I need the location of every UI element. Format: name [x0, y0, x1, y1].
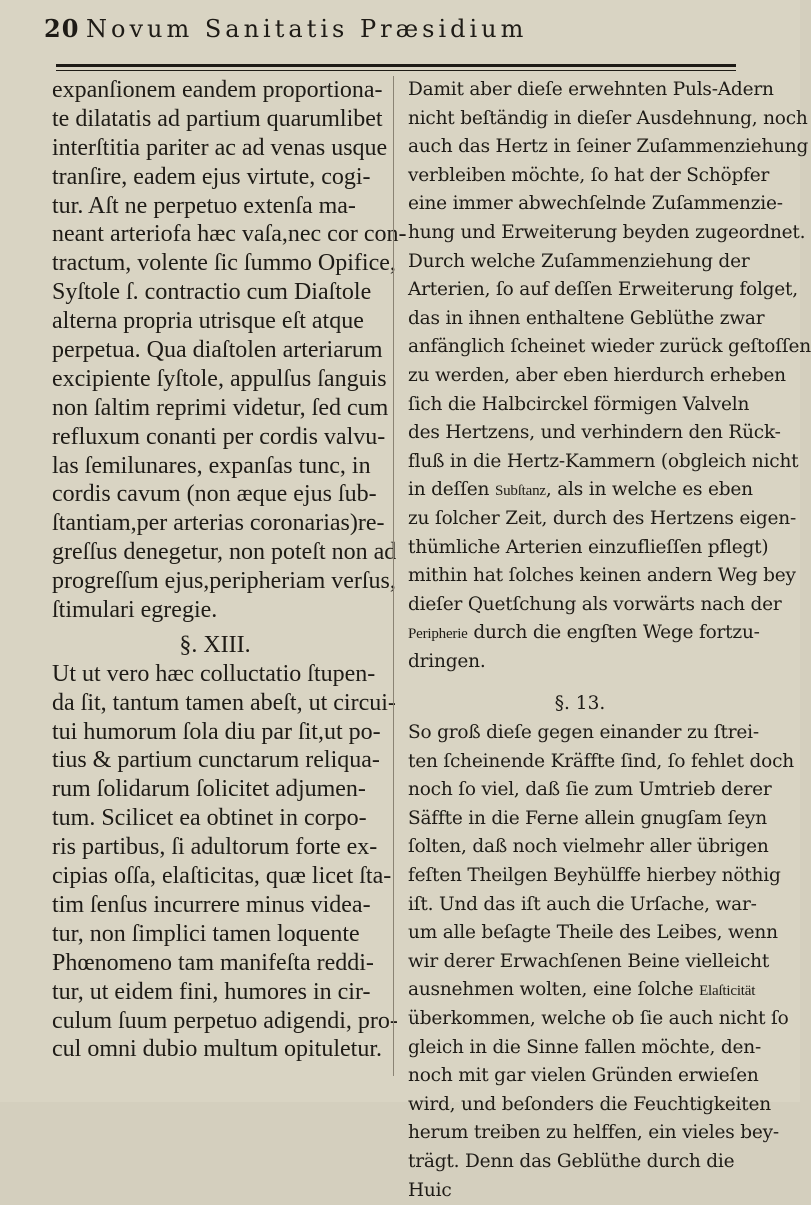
text-line: neant arteriofa hæc vaſa,nec cor con- — [52, 221, 407, 248]
text-line: ſolten, daß noch vielmehr aller übrigen — [408, 836, 769, 858]
text-line: perpetua. Qua diaſtolen arteriarum — [52, 337, 383, 364]
latin-term: Peripherie — [408, 626, 468, 643]
text-line: ten ſcheinende Kräffte ſind, ſo fehlet doch — [408, 750, 794, 772]
text-line: tur, non ſimplici tamen loquente — [52, 920, 360, 947]
german-paragraph-1 — [408, 76, 811, 676]
text-line: Peripherie durch die engſten Wege fortzu- — [408, 622, 760, 644]
text-line: um alle beſagte Theile des Leibes, wenn — [408, 922, 778, 944]
latin-paragraph-1 — [52, 76, 407, 625]
text-line: tur. Aſt ne perpetuo extenſa ma- — [52, 192, 356, 219]
text-line: progreſſum ejus,peripheriam verſus, — [52, 568, 396, 595]
text-line: ſich die Halbcirckel förmigen Valveln — [408, 393, 750, 415]
text-line: tum. Scilicet ea obtinet in corpo- — [52, 805, 367, 832]
text-line: tur, ut eidem fini, humores in cir- — [52, 978, 371, 1005]
text-line: Ut ut vero hæc colluctatio ſtupen- — [52, 660, 376, 687]
text-line: auch das Hertz in ſeiner Zuſammenziehung — [408, 136, 809, 158]
text-line: mithin hat ſolches keinen andern Weg bey — [408, 565, 796, 587]
text-line: Huic — [408, 1179, 452, 1201]
text-line: überkommen, welche ob ſie auch nicht ſo — [408, 1008, 789, 1029]
text-line: da ſit, tantum tamen abeſt, ut circui- — [52, 689, 396, 716]
text-line: gleich in die Sinne fallen möchte, den- — [408, 1036, 762, 1058]
text-line: noch ſo viel, daß ſie zum Umtrieb derer — [408, 779, 772, 801]
text-line: Damit aber dieſe erwehnten Puls-Adern — [408, 79, 774, 100]
text-line: tim ſenſus incurrere minus videa- — [52, 891, 371, 918]
text-line: thümliche Arterien einzuflieſſen pflegt) — [408, 536, 769, 558]
text-line: te dilatatis ad partium quarumlibet — [52, 105, 383, 132]
text-line: cordis cavum (non æque ejus ſub- — [52, 481, 377, 508]
text-line: feſten Theilgen Beyhülffe hierbey nöthig — [408, 865, 781, 887]
text-line: verbleiben möchte, ſo hat der Schöpfer — [408, 164, 770, 186]
text-line: tractum, volente ſic ſummo Opifice, — [52, 250, 396, 277]
text-line: in deſſen Subſtanz, als in welche es eben — [408, 479, 753, 501]
latin-paragraph-2 — [52, 660, 398, 1064]
page-number: 20 — [44, 14, 80, 43]
text-line: herum treiben zu helffen, ein vieles bey- — [408, 1122, 779, 1144]
text-line: anfänglich ſcheinet wieder zurück geſtoſſen — [408, 336, 811, 358]
header-rule-thick — [56, 64, 736, 67]
header-rule-thin — [56, 70, 736, 71]
running-head — [44, 10, 744, 60]
text-line: Syſtole ſ. contractio cum Diaſtole — [52, 279, 372, 306]
text-line: ris partibus, ſi adultorum forte ex- — [52, 834, 378, 861]
text-line: Durch welche Zuſammenziehung der — [408, 250, 750, 272]
text-line: cul omni dubio multum opituletur. — [52, 1036, 382, 1063]
text-line: ausnehmen wolten, eine ſolche Elaſticität — [408, 979, 756, 1001]
text-line: nicht beſtändig in dieſer Ausdehnung, noch — [408, 107, 808, 129]
text-line: greſſus denegetur, non poteſt non ad — [52, 539, 397, 566]
text-line: alterna propria utrisque eſt atque — [52, 308, 364, 335]
text-line: ſtantiam,per arterias coronarias)re- — [52, 510, 385, 537]
text-line: refluxum conanti per cordis valvu- — [52, 423, 386, 450]
text-line: las ſemilunares, expanſas tunc, in — [52, 452, 371, 479]
german-column — [408, 76, 811, 1205]
running-title: Novum Sanitatis Præsidium — [86, 15, 528, 43]
text-line: rum ſolidarum ſolicitet adjumen- — [52, 776, 366, 803]
text-line: iſt. Und das iſt auch die Urſache, war- — [408, 893, 757, 915]
text-line: dringen. — [408, 650, 486, 672]
text-line: hung und Erweiterung beyden zugeordnet. — [408, 221, 806, 243]
text-line: non ſaltim reprimi videtur, ſed cum — [52, 394, 389, 421]
text-line: tius & partium cunctarum reliqua- — [52, 747, 380, 774]
spacer — [408, 676, 752, 690]
text-line: eine immer abwechſelnde Zuſammenzie- — [408, 193, 783, 215]
text-line: des Hertzens, und verhindern den Rück- — [408, 422, 781, 444]
text-line: zu ſolcher Zeit, durch des Hertzens eigen- — [408, 507, 796, 529]
text-line: fluß in die Hertz-Kammern (obgleich nicht — [408, 450, 799, 472]
text-line: ſtimulari egregie. — [52, 597, 218, 624]
text-line: dieſer Quetſchung als vorwärts nach der — [408, 593, 782, 615]
text-line: So groß dieſe gegen einander zu ſtrei- — [408, 722, 759, 744]
text-line: Arterien, ſo auf deſſen Erweiterung folget, — [408, 279, 798, 301]
text-line: expanſionem eandem proportiona- — [52, 77, 383, 103]
column-divider — [393, 76, 394, 1076]
text-line: wir derer Erwachſenen Beine vielleicht — [408, 950, 770, 972]
text-line: tranſire, eadem ejus virtute, cogi- — [52, 163, 371, 190]
text-line: interſtitia pariter ac ad venas usque — [52, 134, 388, 161]
text-line: das in ihnen enthaltene Geblüthe zwar — [408, 307, 765, 329]
latin-column — [52, 76, 407, 1064]
text-line: tui humorum ſola diu par ſit,ut po- — [52, 718, 381, 745]
text-line: noch mit gar vielen Gründen erwieſen — [408, 1065, 759, 1087]
text-line: culum ſuum perpetuo adigendi, pro- — [52, 1007, 398, 1034]
text-line: cipias oſſa, elaſticitas, quæ licet ſta- — [52, 863, 392, 890]
text-line: zu werden, aber eben hierdurch erheben — [408, 364, 786, 386]
text-line: Phœnomeno tam manifeſta reddi- — [52, 949, 374, 976]
text-line: excipiente ſyſtole, appulſus ſanguis — [52, 365, 387, 392]
latin-term: Subſtanz — [494, 483, 546, 500]
text-line: wird, und beſonders die Feuchtigkeiten — [408, 1093, 771, 1115]
text-line: trägt. Denn das Geblüthe durch die — [408, 1150, 735, 1172]
latin-term: Elaſticität — [699, 983, 756, 1000]
text-line: Säffte in die Ferne allein gnugſam ſeyn — [408, 807, 768, 829]
section-heading-latin: §. XIII. — [179, 631, 251, 658]
german-paragraph-2 — [408, 719, 794, 1205]
section-heading-german: §. 13. — [554, 693, 606, 715]
